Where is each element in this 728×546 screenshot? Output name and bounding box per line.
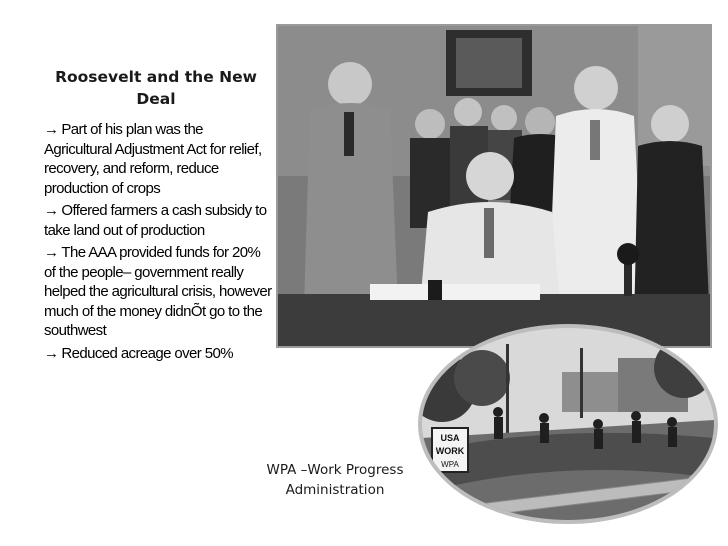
arrow-icon: → bbox=[44, 244, 59, 261]
bullet-text: Reduced acreage over 50% bbox=[61, 344, 233, 362]
arrow-icon: → bbox=[44, 121, 59, 138]
wpa-sign-line2: WORK bbox=[435, 446, 465, 456]
bullet-item bbox=[44, 120, 272, 198]
arrow-icon: → bbox=[44, 202, 59, 219]
bullet-item bbox=[44, 344, 272, 364]
bullet-item bbox=[44, 243, 272, 341]
bullet-list bbox=[44, 120, 272, 366]
photo-caption: WPA –Work Progress Administration bbox=[266, 462, 404, 498]
bullet-text: Offered farmers a cash subsidy to take land out of production bbox=[44, 202, 267, 239]
bullet-item bbox=[44, 201, 272, 240]
wpa-photo bbox=[418, 324, 718, 524]
signing-photo-illustration bbox=[278, 26, 710, 346]
wpa-photo-illustration bbox=[422, 328, 714, 520]
slide-title: Roosevelt and the New Deal bbox=[55, 68, 257, 108]
arrow-icon: → bbox=[44, 344, 59, 362]
bullet-text: The AAA provided funds for 20% of the people– government really helped the agricultural crisis, however much of the money didnÕt go to the southwest bbox=[44, 244, 272, 339]
signing-photo bbox=[276, 24, 712, 348]
wpa-sign-line3: WPA bbox=[441, 460, 459, 469]
wpa-sign-line1: USA bbox=[440, 433, 460, 443]
bullet-text: Part of his plan was the Agricultural Adjustment Act for relief, recovery, and reform, reduce production of crops bbox=[44, 121, 262, 197]
